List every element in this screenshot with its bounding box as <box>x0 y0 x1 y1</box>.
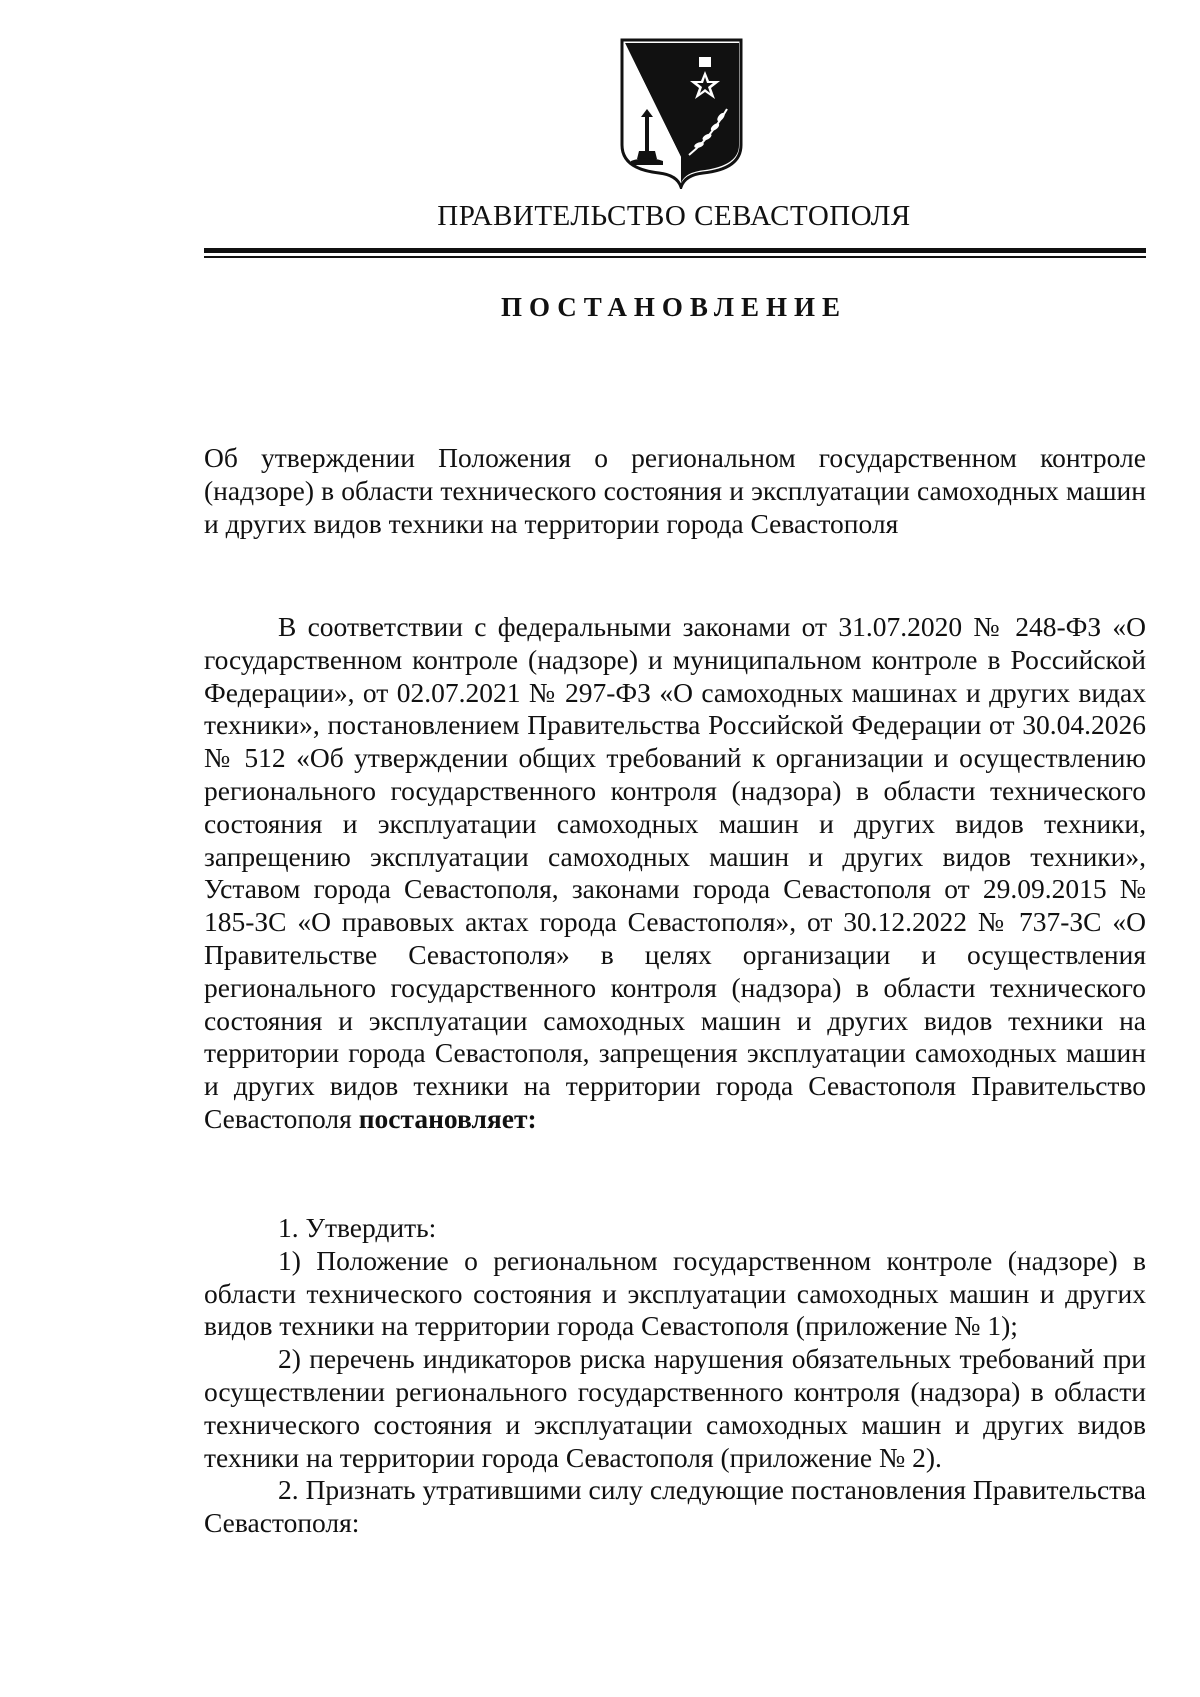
document-subject: Об утверждении Положения о региональном государственном контроле (надзоре) в области технического состояния и эксплуатации самоходных машин и других видов техники на территории города Севастополя <box>204 442 1146 539</box>
item-2-repeal: 2. Признать утратившими силу следующие постановления Правительства Севастополя: <box>204 1474 1146 1539</box>
header-rule-thick <box>204 248 1146 253</box>
preamble-text: В соответствии с федеральными законами от 31.07.2020 № 248-ФЗ «О государственном контроле (надзоре) и муниципальном контроле в Российской Федерации», от 02.07.2021 № 297-ФЗ «О самоходных машинах и других видах техники», постановлением Правительства Российской Федерации от 30.04.2026 № 512 «Об утверждении общих требований к организации и осуществлению регионального государственного контроля (надзора) в области технического состояния и эксплуатации самоходных машин и других видов техники, запрещению эксплуатации самоходных машин и других видов техники», Уставом города Севастополя, законами города Севастополя от 29.09.2015 № 185-ЗС «О правовых актах города Севастополя», от 30.12.2022 № 737-ЗС «О Правительстве Севастополя» в целях организации и осуществления регионального государственного контроля (надзора) в области технического состояния и эксплуатации самоходных машин и других видов техники на территории города Севастополя, запрещения эксплуатации самоходных машин и других видов техники на территории города Севастополя Правительство Севастополя <box>204 611 1146 1134</box>
preamble-paragraph <box>204 611 1146 1136</box>
item-1-1-regulation: 1) Положение о региональном государственном контроле (надзоре) в области технического состояния и эксплуатации самоходных машин и других видов техники на территории города Севастополя (приложение № 1); <box>204 1244 1146 1342</box>
item-1-approve: 1. Утвердить: <box>278 1212 437 1243</box>
item-1-2-risk-indicators: 2) перечень индикаторов риска нарушения обязательных требований при осуществлении регионального государственного контроля (надзора) в области технического состояния и эксплуатации самоходных машин и других видов техники на территории города Севастополя (приложение № 2). <box>204 1343 1146 1473</box>
government-name: ПРАВИТЕЛЬСТВО СЕВАСТОПОЛЯ <box>437 200 911 232</box>
coat-of-arms-icon <box>619 37 744 189</box>
resolution-items <box>204 1212 1146 1540</box>
header-rule-thin <box>204 256 1146 258</box>
document-type: ПОСТАНОВЛЕНИЕ <box>500 292 848 322</box>
decree-word: постановляет: <box>358 1102 537 1134</box>
